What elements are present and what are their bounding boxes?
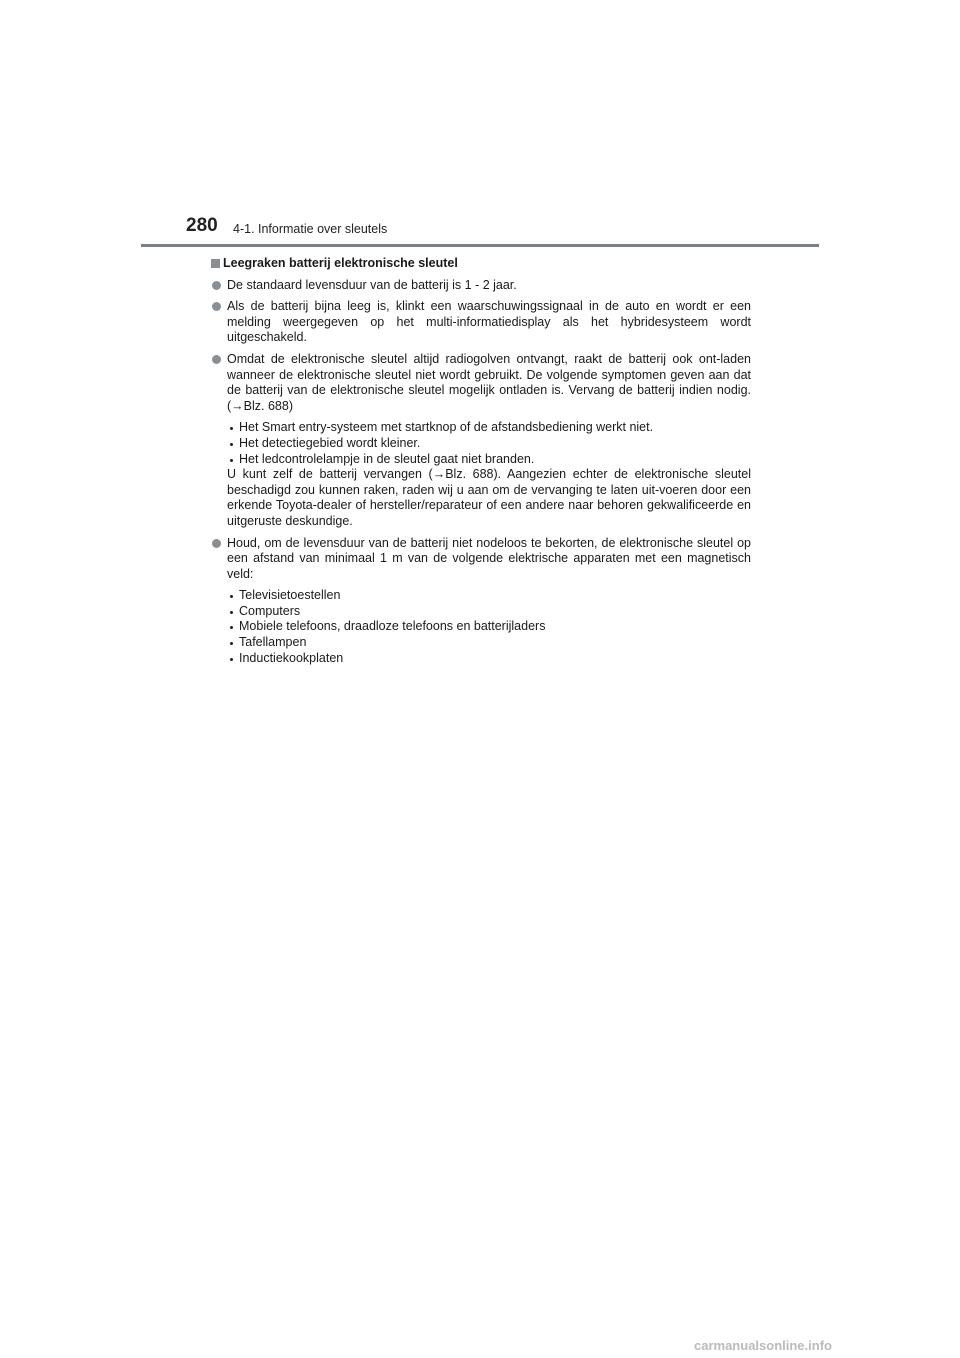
page-content bbox=[211, 256, 751, 666]
item-text: De standaard levensduur van de batterij is 1 - 2 jaar. bbox=[227, 277, 517, 292]
dot-bullet-icon bbox=[230, 427, 233, 430]
list-item bbox=[211, 352, 751, 414]
sub-list-item: Het ledcontrolelampje in de sleutel gaat niet branden. bbox=[227, 452, 751, 468]
dot-bullet-icon bbox=[230, 443, 233, 446]
symptom-list bbox=[227, 420, 751, 467]
dot-bullet-icon bbox=[230, 626, 233, 629]
square-bullet-icon bbox=[211, 259, 220, 268]
dot-bullet-icon bbox=[230, 642, 233, 645]
sub-list-item: Inductiekookplaten bbox=[227, 651, 751, 667]
page-number: 280 bbox=[186, 215, 218, 236]
running-head: 4-1. Informatie over sleutels bbox=[233, 222, 388, 236]
replacement-note: U kunt zelf de batterij vervangen (→Blz. 688). Aangezien echter de elektronische sleutel beschadigd zou kunnen raken, raden wij u aan om de vervanging te laten uit-voeren door een erkende Toyota-dealer of hersteller/reparateur of een andere naar behoren gekwalificeerde en uitgeruste deskundige. bbox=[227, 467, 751, 528]
item-text: Omdat de elektronische sleutel altijd radiogolven ontvangt, raakt de batterij ook ont-laden wanneer de elektronische sleutel niet wordt gebruikt. De volgende symptomen geven aan dat de batterij van de elektronische sleutel mogelijk ontladen is. Vervang de batterij indien nodig. (→Blz. 688) bbox=[227, 351, 751, 413]
sub-list-item: Televisietoestellen bbox=[227, 588, 751, 604]
sub-list-item: Het Smart entry-systeem met startknop of de afstandsbediening werkt niet. bbox=[227, 420, 751, 436]
section-heading-text: Leegraken batterij elektronische sleutel bbox=[223, 256, 458, 270]
sub-list-item: Computers bbox=[227, 604, 751, 620]
appliance-list bbox=[227, 588, 751, 666]
watermark: carmanualsonline.info bbox=[694, 1338, 832, 1353]
sub-list-item: Tafellampen bbox=[227, 635, 751, 651]
dot-bullet-icon bbox=[230, 611, 233, 614]
header-divider bbox=[141, 244, 819, 247]
circle-bullet-icon bbox=[212, 281, 221, 290]
sub-list-item: Mobiele telefoons, draadloze telefoons en batterijladers bbox=[227, 619, 751, 635]
item-text: Als de batterij bijna leeg is, klinkt een waarschuwingssignaal in de auto en wordt er een melding weergegeven op het multi-informatiedisplay als het hybridesysteem wordt uitgeschakeld. bbox=[227, 299, 751, 345]
circle-bullet-icon bbox=[212, 302, 221, 311]
dot-bullet-icon bbox=[230, 459, 233, 462]
item-text: Houd, om de levensduur van de batterij niet nodeloos te bekorten, de elektronische sleutel op een afstand van minimaal 1 m van de volgende elektrische apparaten met een magnetisch veld: bbox=[227, 535, 751, 581]
list-item bbox=[211, 278, 751, 294]
dot-bullet-icon bbox=[230, 595, 233, 598]
list-item bbox=[211, 299, 751, 346]
section-heading bbox=[211, 256, 751, 272]
dot-bullet-icon bbox=[230, 658, 233, 661]
sub-list-item: Het detectiegebied wordt kleiner. bbox=[227, 436, 751, 452]
list-item bbox=[211, 536, 751, 583]
circle-bullet-icon bbox=[212, 355, 221, 364]
circle-bullet-icon bbox=[212, 539, 221, 548]
